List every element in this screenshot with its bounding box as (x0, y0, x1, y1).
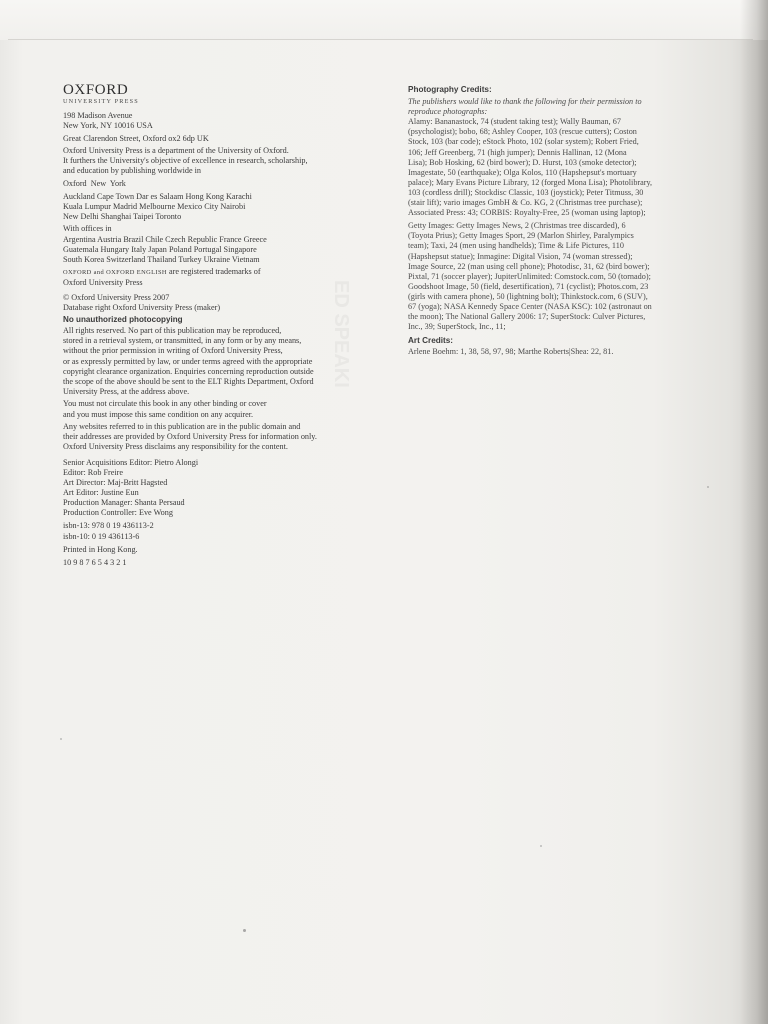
photography-credits-heading: Photography Credits: (408, 85, 492, 94)
scan-speck (60, 738, 62, 740)
database-right-line: Database right Oxford University Press (maker) (63, 302, 221, 312)
main-cities (63, 179, 398, 189)
credits-column (408, 85, 700, 357)
binding-notice (63, 399, 398, 419)
print-run-line: 10 9 8 7 6 5 4 3 2 1 (63, 557, 127, 567)
isbn-13: isbn-13: 978 0 19 436113-2 (63, 521, 154, 531)
rights-line: or as expressly permitted by law, or under terms agreed with the appropriate (63, 356, 313, 366)
publisher-logo-subtitle: UNIVERSITY PRESS (63, 98, 139, 105)
offices-line: Guatemala Hungary Italy Japan Poland Portugal Singapore (63, 244, 257, 254)
thanks-line: reproduce photographs: (408, 107, 488, 117)
scan-speck (243, 929, 246, 932)
photo-credit-line: the moon); The National Gallery 2006: 17; SuperStock: Culver Pictures, (408, 312, 646, 322)
rights-line: stored in a retrieval system, or transmitted, in any form or by any means, (63, 336, 302, 346)
trademark-line-2: Oxford University Press (63, 278, 143, 288)
trademark-names: OXFORD and OXFORD ENGLISH (63, 269, 167, 277)
photo-credit-line: 103 (cordless drill); Stockdisc Classic, 103 (joystick); Peter Titmuss, 30 (408, 187, 644, 197)
photo-credit-line: (stair lift); vario images GmbH & Co. KG, 2 (Christmas tree purchase); (408, 198, 643, 208)
mission-statement (63, 146, 398, 176)
photo-credits-part-1 (408, 117, 700, 218)
staff-line: Senior Acquisitions Editor: Pietro Alongi (63, 457, 199, 467)
trademark-line (63, 267, 398, 278)
photo-credit-line: Alamy: Bananastock, 74 (student taking test); Wally Bauman, 67 (408, 117, 621, 127)
photo-credit-line: Goodshoot Image, 50 (field, desertification), 71 (cyclist); Photos.com, 23 (408, 281, 649, 291)
staff-line: Editor: Rob Freire (63, 468, 124, 477)
copyright-notice (63, 293, 398, 313)
photo-credit-line: Stock, 103 (bar code); eStock Photo, 102 (solar system); Robert Fried, (408, 137, 639, 147)
uk-address (63, 134, 398, 144)
printed-in (63, 545, 398, 555)
rights-reserved (63, 326, 398, 397)
imprint-column (63, 83, 398, 570)
publisher-logo: OXFORD (63, 82, 129, 98)
photo-credit-line: palace); Mary Evans Picture Library, 12 (forged Mona Lisa); Photolibrary, (408, 177, 653, 187)
staff-credits (63, 458, 398, 519)
cities-line: Kuala Lumpur Madrid Melbourne Mexico City Nairobi (63, 201, 246, 211)
cities-line: Auckland Cape Town Dar es Salaam Hong Kong Karachi (63, 191, 252, 201)
photo-credit-line: Image Source, 22 (man using cell phone); Photodisc, 31, 62 (bird bower); (408, 261, 650, 271)
websites-notice (63, 422, 398, 452)
photo-credits-part-2 (408, 221, 700, 332)
websites-line: Any websites referred to in this publication are in the public domain and (63, 422, 301, 432)
cities-line: New Delhi Shanghai Taipei Toronto (63, 211, 182, 221)
rights-line: the scope of the above should be sent to the ELT Rights Department, Oxford (63, 376, 314, 386)
photo-credit-line: 67 (yoga); NASA Kennedy Space Center (NASA KSC): 102 (astronaut on (408, 301, 652, 311)
photo-credit-line: (psychologist); bobo, 68; Ashley Cooper, 103 (rescue cutters); Coston (408, 127, 637, 137)
bleed-through-mark: ED SPEAKI (330, 280, 352, 388)
main-cities-line: Oxford New York (63, 179, 126, 189)
scan-speck (540, 845, 542, 847)
copyright-line: © Oxford University Press 2007 (63, 292, 170, 302)
staff-line: Production Manager: Shanta Persaud (63, 498, 185, 508)
websites-line: their addresses are provided by Oxford University Press for information only. (63, 432, 317, 442)
trademark-text: are registered trademarks of (166, 267, 261, 277)
mission-line: and education by publishing worldwide in (63, 166, 202, 176)
photo-credit-line: Pixtal, 71 (soccer player); JupiterUnlimited: Comstock.com, 50 (tornado); (408, 271, 651, 281)
rights-line: without the prior permission in writing of Oxford University Press, (63, 346, 283, 356)
isbn-10: isbn-10: 0 19 436113-6 (63, 531, 140, 541)
page-top-edge (0, 0, 768, 40)
photo-credit-line: team); Taxi, 24 (men using handhelds); Time & Life Pictures, 110 (408, 241, 624, 251)
print-run (63, 558, 398, 568)
staff-line: Art Director: Maj-Britt Hagsted (63, 478, 168, 488)
art-credits-heading: Art Credits: (408, 336, 454, 346)
trademark-notice (63, 267, 398, 288)
photo-credit-line: Inc., 39; SuperStock, Inc., 11; (408, 322, 506, 332)
staff-line: Art Editor: Justine Eun (63, 488, 139, 498)
mission-line: It furthers the University's objective of excellence in research, scholarship, (63, 156, 308, 166)
address-line: New York, NY 10016 USA (63, 121, 153, 131)
art-credits (408, 347, 700, 357)
cities-list (63, 192, 398, 222)
binding-line: You must not circulate this book in any other binding or cover (63, 399, 267, 409)
rights-line: University Press, at the address above. (63, 386, 190, 396)
offices-label: With offices in (63, 224, 112, 234)
photo-credit-line: Getty Images: Getty Images News, 2 (Christmas tree discarded), 6 (408, 221, 626, 231)
mission-line: Oxford University Press is a department of the University of Oxford. (63, 146, 289, 156)
printed-line: Printed in Hong Kong. (63, 544, 138, 554)
photo-credit-line: Lisa); Bob Hosking, 62 (bird bower); D. Hurst, 103 (smoke detector); (408, 157, 637, 167)
photo-credit-line: Imagestate, 50 (earthquake); Olga Kolos, 110 (Hapshepsut's mortuary (408, 167, 637, 177)
rights-line: copyright clearance organization. Enquiries concerning reproduction outside (63, 366, 314, 376)
binding-line: and you must impose this same condition on any acquirer. (63, 409, 254, 419)
offices-line: South Korea Switzerland Thailand Turkey Ukraine Vietnam (63, 254, 260, 264)
address-line: 198 Madison Avenue (63, 111, 133, 120)
us-address (63, 111, 398, 131)
photo-credit-line: Associated Press: 43; CORBIS: Royalty-Free, 25 (woman using laptop); (408, 208, 646, 218)
photo-credit-line: 106; Jeff Greenberg, 71 (high jumper); Dennis Hallinan, 12 (Mona (408, 147, 627, 157)
offices (63, 224, 398, 264)
scan-speck (707, 486, 709, 488)
websites-line: Oxford University Press disclaims any responsibility for the content. (63, 442, 288, 452)
staff-line: Production Controller: Eve Wong (63, 508, 173, 518)
uk-address-line: Great Clarendon Street, Oxford ox2 6dp UK (63, 133, 209, 143)
isbn-block (63, 521, 398, 541)
thanks-line: The publishers would like to thank the following for their permission to (408, 97, 642, 107)
thanks-note (408, 97, 700, 117)
photo-credit-line: (girls with camera phone), 50 (lightning bolt); Thinkstock.com, 6 (SUV), (408, 291, 648, 301)
photo-credit-line: (Toyota Prius); Getty Images Sport, 29 (Marlon Shirley, Paralympics (408, 231, 634, 241)
photo-credit-line: (Hapshepsut statue); Inmagine: Digital Vision, 74 (woman stressed); (408, 251, 633, 261)
art-credit-line: Arlene Boehm: 1, 38, 58, 97, 98; Marthe Roberts|Shea: 22, 81. (408, 347, 614, 357)
offices-line: Argentina Austria Brazil Chile Czech Republic France Greece (63, 234, 267, 244)
photocopy-heading: No unauthorized photocopying (63, 315, 183, 325)
rights-line: All rights reserved. No part of this publication may be reproduced, (63, 326, 282, 336)
